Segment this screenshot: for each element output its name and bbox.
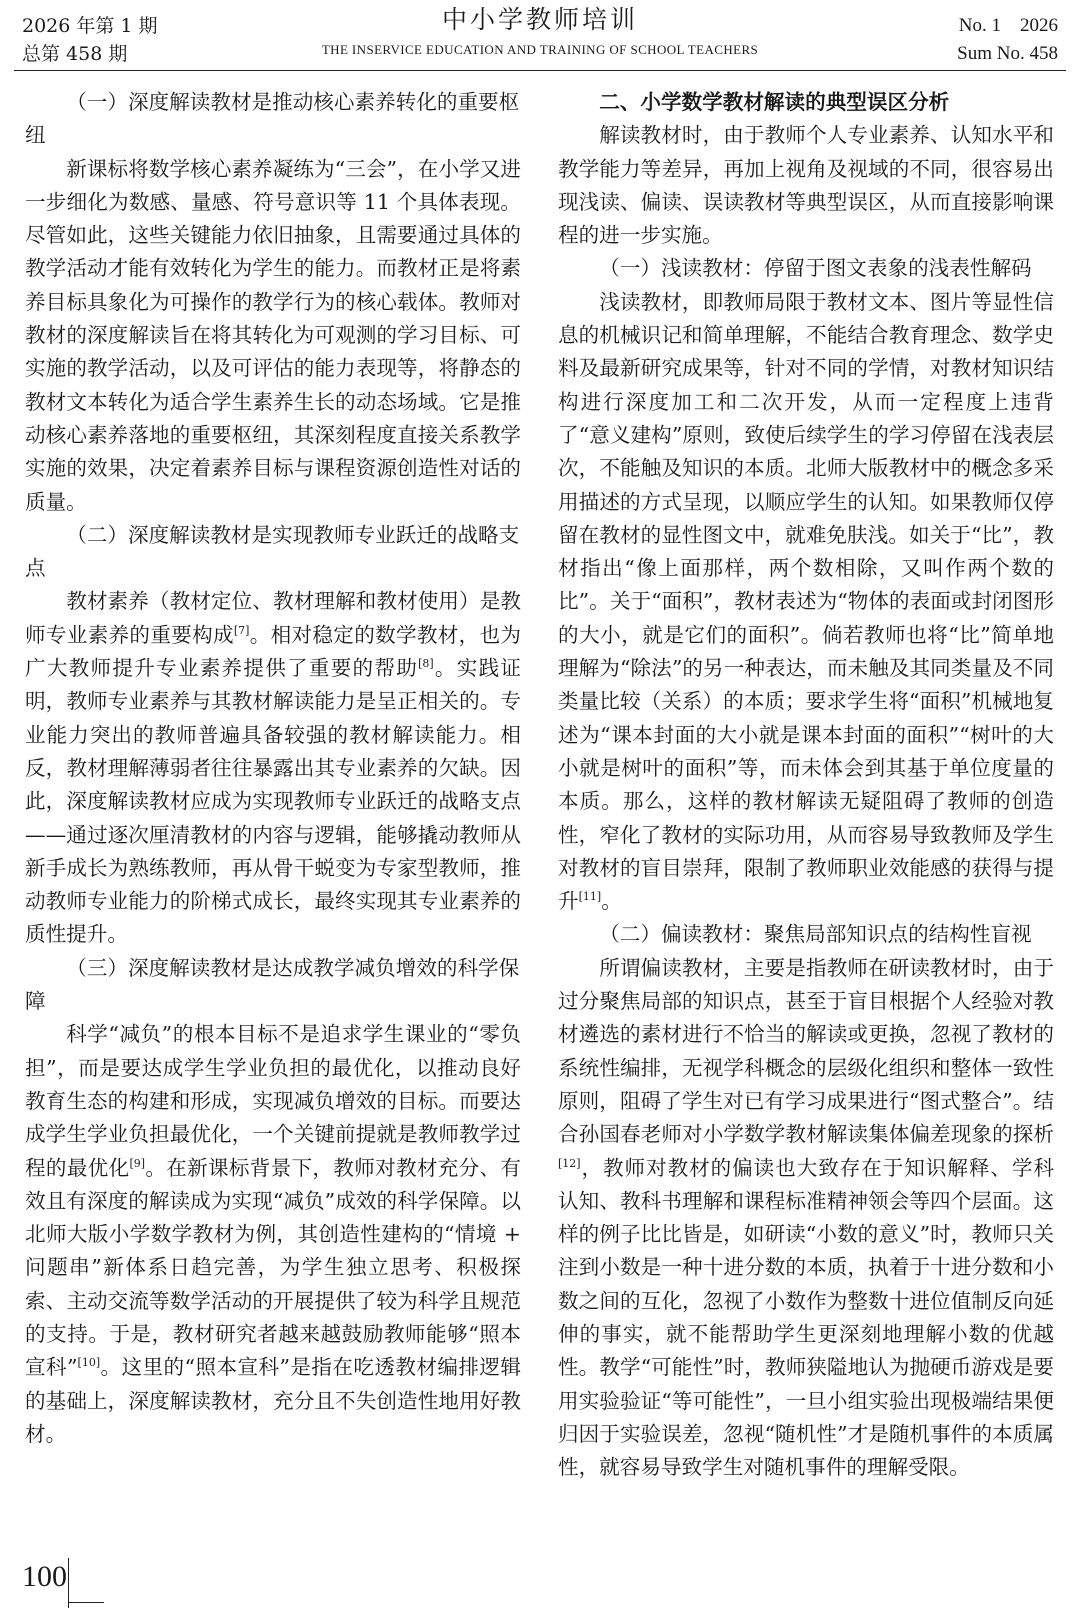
issue-total: 总第 458 期: [22, 43, 128, 65]
page-header: [0, 0, 1080, 76]
citation-11: [11]: [578, 890, 602, 904]
text-run: 浅读教材，即教师局限于教材文本、图片等显性信息的机械识记和简单理解，不能结合教育理念、数学史料及最新研究成果等，针对不同的学情，对教材知识结构进行深度加工和二次开发，从而一定程度上违背了“意义建构”原则，致使后续学生的学习停留在浅表层次，不能触及知识的本质。北师大版教材中的概念多采用描述的方式呈现，以顺应学生的认知。如果教师仅停留在教材的显性图文中，就难免肤浅。如关于“比”，教材指出“像上面那样，两个数相除，又叫作两个数的比”。关于“面积”，教材表述为“物体的表面或封闭图形的大小，就是它们的面积”。倘若教师也将“比”简单地理解为“除法”的另一种表达，而未触及其同类量及不同类量比较（关系）的本质；要求学生将“面积”机械地复述为“课本封面的大小就是课本封面的面积”“树叶的大小就是树叶的面积”等，而未体会到其基于单位度量的本质。那么，这样的教材解读无疑阻碍了教师的创造性，窄化了教材的实际功用，从而容易导致教师及学生对教材的盲目崇拜，限制了教师职业效能感的获得与提升: [558, 289, 1054, 914]
citation-8: [8]: [418, 657, 434, 671]
page-number-rule-horizontal: [68, 1602, 104, 1603]
issue-number: No. 1 2026: [958, 15, 1058, 36]
paragraph: [25, 585, 521, 951]
text-run: 。实践证明，教师专业素养与其教材解读能力是呈正相关的。专业能力突出的教师普遍具备较强的教材解读能力。相反，教材理解薄弱者往往暴露出其专业素养的欠缺。因此，深度解读教材应成为实现教师专业跃迁的战略支点——通过逐次厘清教材的内容与逻辑，能够撬动教师从新手成长为熟练教师，再从骨干蜕变为专家型教师，推动教师专业能力的阶梯式成长，最终实现其专业素养的质性提升。: [25, 656, 522, 947]
text-run: 教材素养（教材定位、教材理解和教材使用）是教师专业素养的重要构成: [25, 589, 521, 647]
paragraph: [558, 286, 1054, 919]
sum-number: Sum No. 458: [957, 43, 1058, 64]
text-run: 。在新课标背景下，教师对教材充分、有效且有深度的解读成为实现“减负”成效的科学保障。以北师大版小学数学教材为例，其创造性建构的“情境 + 问题串”新体系日趋完善，为学生独立思考、积极探索、主动交流等数学活动的开展提供了较为科学且规范的支持。于是，教材研究者越来越鼓励教师能够“照本宣科”: [25, 1155, 521, 1380]
subheading-2: （二）偏读教材：聚焦局部知识点的结构性盲视: [599, 922, 1032, 947]
page-number-rule-vertical: [68, 1558, 69, 1608]
text-run: 。: [601, 889, 622, 914]
issue-year: 2026 年第 1 期: [22, 15, 158, 37]
right-column: [558, 86, 1054, 1484]
subheading-3: （三）深度解读教材是达成教学减负增效的科学保障: [25, 955, 520, 1014]
left-column: [25, 86, 521, 1451]
citation-10: [10]: [77, 1356, 101, 1370]
text-run: ，教师对教材的偏读也大致存在于知识解释、学科认知、教科书理解和课程标准精神领会等四个层面。这样的例子比比皆是，如研读“小数的意义”时，教师只关注到小数是一种十进分数的本质，执着于十进分数和小数之间的互化，忽视了小数作为整数十进位值制反向延伸的事实，就不能帮助学生更深刻地理解小数的优越性。教学“可能性”时，教师狭隘地认为抛硬币游戏是要用实验验证“等可能性”，一旦小组实验出现极端结果便归因于实验误差，忽视“随机性”才是随机事件的本质属性，就容易导致学生对随机事件的理解受限。: [558, 1155, 1054, 1480]
paragraph: 解读教材时，由于教师个人专业素养、认知水平和教学能力等差异，再加上视角及视域的不同，很容易出现浅读、偏读、误读教材等典型误区，从而直接影响课程的进一步实施。: [558, 123, 1054, 248]
subheading-2: （二）深度解读教材是实现教师专业跃迁的战略支点: [25, 522, 520, 581]
journal-title-cn: 中小学教师培训: [441, 5, 638, 34]
citation-12: [12]: [558, 1156, 581, 1170]
journal-title-block: [0, 4, 1080, 58]
issue-number-block: [957, 12, 1058, 68]
header-rule: [14, 70, 1066, 71]
paragraph: [558, 952, 1054, 1485]
journal-title-en: THE INSERVICE EDUCATION AND TRAINING OF SCHOOL TEACHERS: [321, 42, 759, 57]
paragraph: 新课标将数学核心素养凝练为“三会”，在小学又进一步细化为数感、量感、符号意识等 11 个具体表现。尽管如此，这些关键能力依旧抽象，且需要通过具体的教学活动才能有效转化为学生的能力。而教材正是将素养目标具象化为可操作的教学行为的核心载体。教师对教材的深度解读旨在将其转化为可观测的学习目标、可实施的教学活动，以及可评估的能力表现等，将静态的教材文本转化为适合学生素养生长的动态场域。它是推动核心素养落地的重要枢纽，其深刻程度直接关系教学实施的效果，决定着素养目标与课程资源创造性对话的质量。: [25, 156, 521, 514]
subheading-1: （一）浅读教材：停留于图文表象的浅表性解码: [599, 256, 1032, 281]
paragraph: [25, 1018, 521, 1451]
citation-7: [7]: [233, 623, 250, 637]
text-run: 科学“减负”的根本目标不是追求学生课业的“零负担”，而是要达成学生学业负担的最优化，以推动良好教育生态的构建和形成，实现减负增效的目标。而要达成学生学业负担最优化，一个关键前提就是教师教学过程的最优化: [25, 1022, 521, 1180]
text-run: 所谓偏读教材，主要是指教师在研读教材时，由于过分聚焦局部的知识点，甚至于盲目根据个人经验对教材遴选的素材进行不恰当的解读或更换，忽视了教材的系统性编排，无视学科概念的层级化组织和整体一致性原则，阻碍了学生对已有学习成果进行“图式整合”。结合孙国春老师对小学数学教材解读集体偏差现象的探析: [558, 955, 1054, 1147]
section-heading: 二、小学数学教材解读的典型误区分析: [599, 90, 950, 114]
page-number: 100: [22, 1560, 67, 1593]
text-run: 。这里的“照本宣科”是指在吃透教材编排逻辑的基础上，深度解读教材，充分且不失创造性地用好教材。: [25, 1355, 521, 1446]
citation-9: [9]: [129, 1156, 146, 1170]
text-run: 。相对稳定的数学教材，也为广大教师提升专业素养提供了重要的帮助: [25, 622, 522, 681]
subheading-1: （一）深度解读教材是推动核心素养转化的重要枢纽: [25, 90, 520, 148]
